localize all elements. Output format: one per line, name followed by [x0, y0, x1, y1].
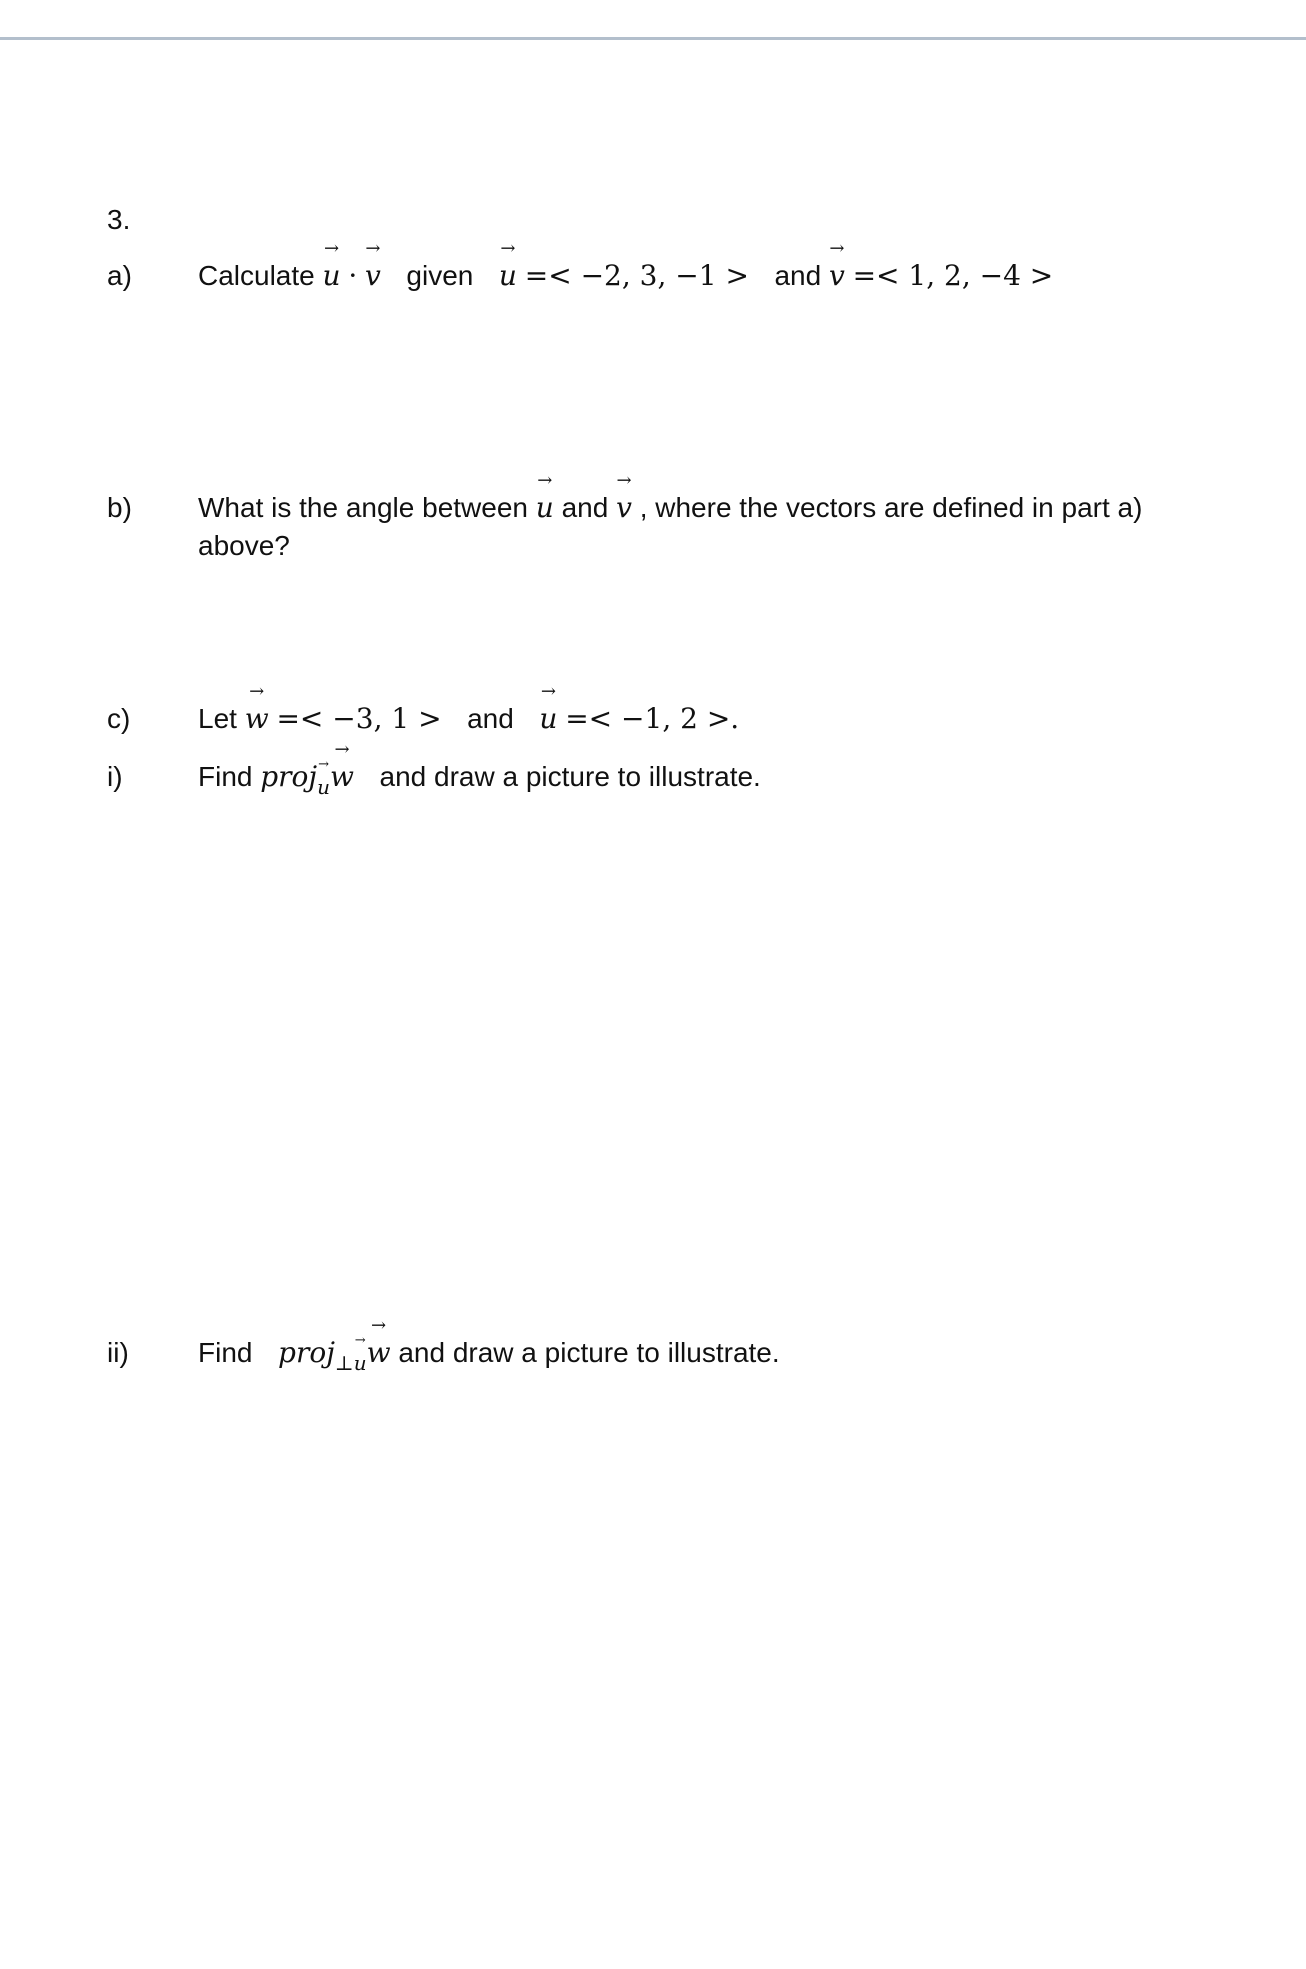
calculate-text: Calculate	[198, 260, 315, 291]
vector-u: u →	[498, 238, 517, 292]
vector-arrow-icon: →	[371, 1315, 387, 1336]
part-c-ii-text	[198, 1315, 780, 1382]
vector-w: w →	[330, 739, 354, 793]
vector-arrow-icon: →	[334, 739, 350, 760]
part-b	[0, 470, 1306, 591]
instruction-text: and draw a picture to illustrate.	[379, 761, 761, 792]
vector-v: v →	[616, 470, 632, 524]
vector-arrow-icon: →	[249, 681, 265, 702]
vector-arrow-icon: →	[354, 1333, 366, 1348]
vector-arrow-icon: →	[500, 238, 516, 259]
vector-arrow-icon: →	[318, 757, 329, 772]
top-rule	[0, 37, 1306, 40]
vector-u: u →	[322, 238, 341, 292]
part-c	[0, 681, 1306, 752]
instruction-text: and draw a picture to illustrate.	[398, 1337, 780, 1368]
vector-u-subscript: u →	[317, 757, 330, 799]
problem-number: 3.	[107, 204, 131, 235]
part-b-text-3: above?	[198, 530, 290, 561]
and-text: and	[467, 703, 514, 734]
vector-arrow-icon: →	[537, 470, 553, 491]
vector-w: w →	[366, 1315, 391, 1369]
vector-arrow-icon: →	[323, 238, 340, 259]
part-c-i-label: i)	[107, 761, 123, 792]
vector-v: v →	[828, 238, 845, 292]
vector-w: w →	[244, 681, 269, 735]
part-a-text	[198, 238, 1054, 295]
part-b-text-2: , where the vectors are defined in part a)	[639, 492, 1143, 523]
proj-perp-operator: proj⊥u → w →	[278, 1336, 391, 1369]
part-b-text-1: What is the angle between	[198, 492, 528, 523]
part-c-i-text	[198, 739, 761, 806]
part-a	[0, 238, 1306, 309]
perp-symbol: ⊥	[334, 1351, 354, 1375]
let-text: Let	[198, 703, 237, 734]
part-b-label: b)	[107, 492, 132, 523]
proj-operator: proju → w →	[260, 760, 354, 793]
v-value: =< 1, 2, −4 >	[852, 259, 1054, 292]
vector-arrow-icon: →	[616, 470, 632, 491]
and-text: and	[774, 260, 822, 291]
vector-v: v →	[365, 238, 381, 292]
u-value: =< −1, 2 >.	[565, 702, 740, 735]
find-text: Find	[198, 761, 253, 792]
part-c-label: c)	[107, 703, 131, 734]
w-value: =< −3, 1 >	[276, 702, 442, 735]
vector-u: u →	[535, 470, 554, 524]
vector-u-subscript: u →	[353, 1333, 367, 1375]
vector-arrow-icon: →	[365, 238, 381, 259]
vector-arrow-icon: →	[829, 238, 845, 259]
find-text: Find	[198, 1337, 253, 1368]
problem-number-row	[0, 203, 1306, 253]
given-text: given	[406, 260, 474, 291]
part-b-and: and	[561, 492, 609, 523]
part-c-text	[198, 681, 740, 738]
u-value: =< −2, 3, −1 >	[524, 259, 749, 292]
vector-u: u →	[539, 681, 558, 735]
dot-operator: ·	[348, 259, 358, 292]
part-c-i	[0, 739, 1306, 810]
part-b-text	[198, 470, 1228, 565]
part-a-label: a)	[107, 260, 132, 291]
part-c-ii	[0, 1315, 1306, 1386]
part-c-ii-label: ii)	[107, 1337, 129, 1368]
vector-arrow-icon: →	[540, 681, 556, 702]
